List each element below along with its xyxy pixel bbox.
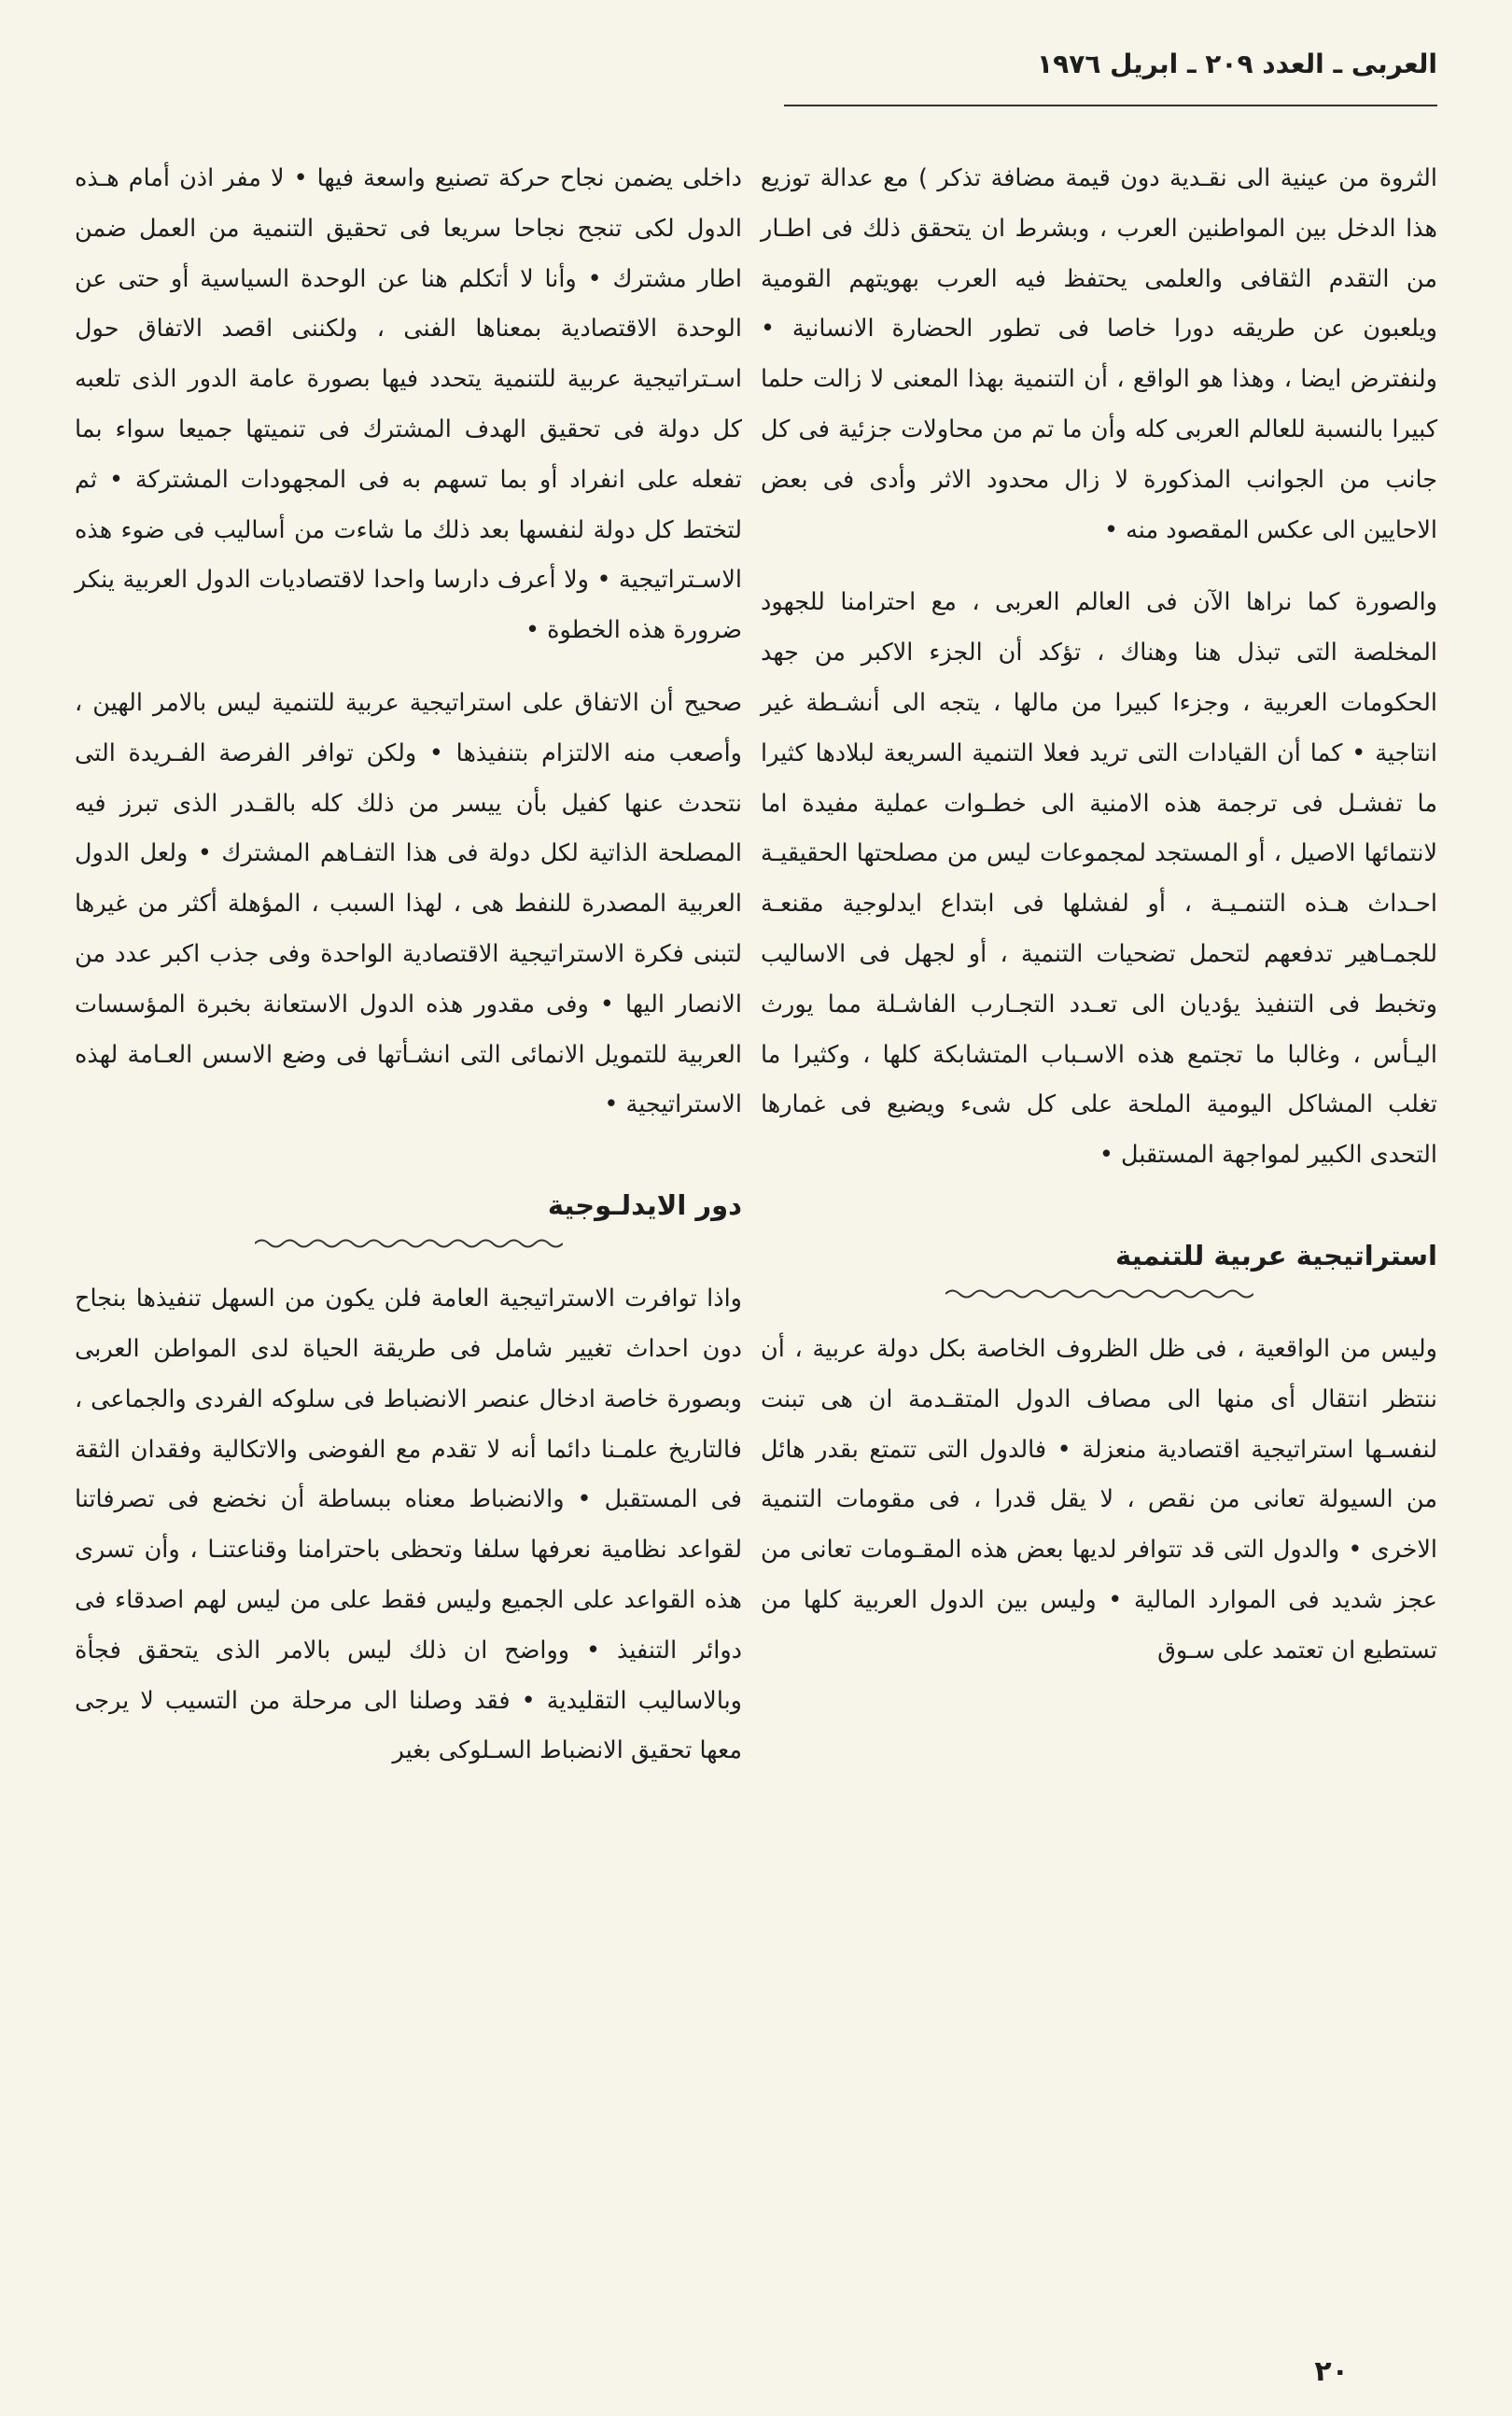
paragraph: الثروة من عينية الى نقـدية دون قيمة مضافة تذكر ) مع عدالة توزيع هذا الدخل بين المواطنين العرب ، وبشرط ان يتحقق ذلك فى اطـار من التقدم الثقافى والعلمى يحتفظ فيه العرب بهويتهم القومية ويلعبون عن طريقه دورا خاصا فى تطور الحضارة الانسانية • ولنفترض ايضا ، وهذا هو الواقع ، أن التنمية بهذا المعنى لا زالت حلما كبيرا بالنسبة للعالم العربى كله وأن ما تم من محاولات جزئية فى كل جانب من الجوانب المذكورة لا زال محدود الاثر وأدى فى بعض الاحايين الى عكس المقصود منه • [761,164,1437,544]
paragraph: والصورة كما نراها الآن فى العالم العربى ، مع احترامنا للجهود المخلصة التى تبذل هنا وهناك ، تؤكد أن الجزء الاكبر من جهد الحكومات العربية ، وجزءا كبيرا من مالها ، يتجه الى أنشـطة غير انتاجية • كما أن القيادات التى تريد فعلا التنمية السريعة لبلادها كثيرا ما تفشـل فى ترجمة هذه الامنية الى خطـوات عملية مفيدة اما لانتمائها الاصيل ، أو المستجد لمجموعات ليس من مصلحتها الحقيقيـة احـداث هـذه التنمـيـة ، أو لفشلها فى ابتداع ايدلوجية مقنعـة للجمـاهير تدفعهم لتحمل تضحيات التنمية ، أو لجهل فى الاساليب وتخبط فى التنفيذ يؤديان الى تعـدد التجـارب الفاشـلة مما يورث اليـأس ، وغالبا ما تجتمع هذه الاسـباب المتشابكة كلها ، وكثيرا ما تغلب المشاكل اليومية الملحة على كل شىء ويضيع فى غمارها التحدى الكبير لمواجهة المستقبل • [761,588,1437,1170]
wavy-divider-icon [255,1237,563,1250]
wavy-divider-icon [945,1287,1253,1300]
page-number: ٢٠ [1314,2355,1349,2388]
section-heading: دور الايدلـوجية [547,1189,742,1222]
left-column [75,154,742,1777]
paragraph: وليس من الواقعية ، فى ظل الظروف الخاصة بكل دولة عربية ، أن ننتظر انتقال أى منها الى مصاف الدول المتقـدمة ان هى تبنت لنفسـها استراتيجية اقتصادية منعزلة • فالدول التى تتمتع بقدر هائل من السيولة تعانى من نقص ، لا يقل قدرا ، فى مقومات التنمية الاخرى • والدول التى قد تتوافر لديها بعض هذه المقـومات تعانى من عجز شديد فى الموارد المالية • وليس بين الدول العربية كلها من تستطيع ان تعتمد على سـوق [761,1334,1437,1665]
running-title: العربى ـ العدد ٢٠٩ ـ ابريل ١٩٧٦ [1037,49,1437,79]
paragraph: داخلى يضمن نجاح حركة تصنيع واسعة فيها • لا مفر اذن أمام هـذه الدول لكى تنجح نجاحا سريعا فى تحقيق التنمية من العمل ضمن اطار مشترك • وأنا لا أتكلم هنا عن الوحدة السياسية أو حتى عن الوحدة الاقتصادية بمعناها الفنى ، ولكننى اقصد الاتفاق حول اسـتراتيجية عربية للتنمية يتحدد فيها بصورة عامة الدور الذى تلعبه كل دولة فى تحقيق الهدف المشترك فى تنميتها جميعا سواء بما تفعله على انفراد أو بما تسهم به فى المجهودات المشتركة • ثم لتختط كل دولة لنفسها بعد ذلك ما شاءت من أساليب فى ضوء هذه الاسـتراتيجية • ولا أعرف دارسا واحدا لاقتصاديات الدول العربية ينكر ضرورة هذه الخطوة • [75,164,742,645]
right-column [761,154,1437,1677]
section-heading: استراتيجية عربية للتنمية [1115,1239,1437,1271]
paragraph: واذا توافرت الاستراتيجية العامة فلن يكون من السهل تنفيذها بنجاح دون احداث تغيير شامل فى طريقة الحياة لدى المواطن العربى وبصورة خاصة ادخال عنصر الانضباط فى سلوكه الفردى والجماعى ، فالتاريخ علمـنا دائما أنه لا تقدم مع الفوضى والاتكالية وفقدان الثقة فى المستقبل • والانضباط معناه ببساطة أن نخضع فى تصرفاتنا لقواعد نظامية نعرفها سلفا وتحظى باحترامنا وقناعتنـا ، وأن تسرى هذه القواعد على الجميع وليس فقط على من ليس لهم اصدقاء فى دوائر التنفيذ • وواضح ان ذلك ليس بالامر الذى يتحقق فجأة وبالاساليب التقليدية • فقد وصلنا الى مرحلة من التسيب لا يرجى معها تحقيق الانضباط السـلوكى بغير [75,1285,742,1765]
running-header [784,49,1437,106]
paragraph: صحيح أن الاتفاق على استراتيجية عربية للتنمية ليس بالامر الهين ، وأصعب منه الالتزام بتنفيذها • ولكن توافر الفرصة الفـريدة التى نتحدث عنها كفيل بأن ييسر من ذلك كله بالقـدر الذى تبرز فيه المصلحة الذاتية لكل دولة فى هذا التفـاهم المشترك • ولعل الدول العربية المصدرة للنفط هى ، لهذا السبب ، المؤهلة أكثر من غيرها لتبنى فكرة الاستراتيجية الاقتصادية الواحدة وفى جذب اكبر عدد من الانصار اليها • وفى مقدور هذه الدول الاستعانة بخبرة المؤسسات العربية للتمويل الانمائى التى انشـأتها فى وضع الاسس العـامة لهذه الاستراتيجية • [75,688,742,1119]
